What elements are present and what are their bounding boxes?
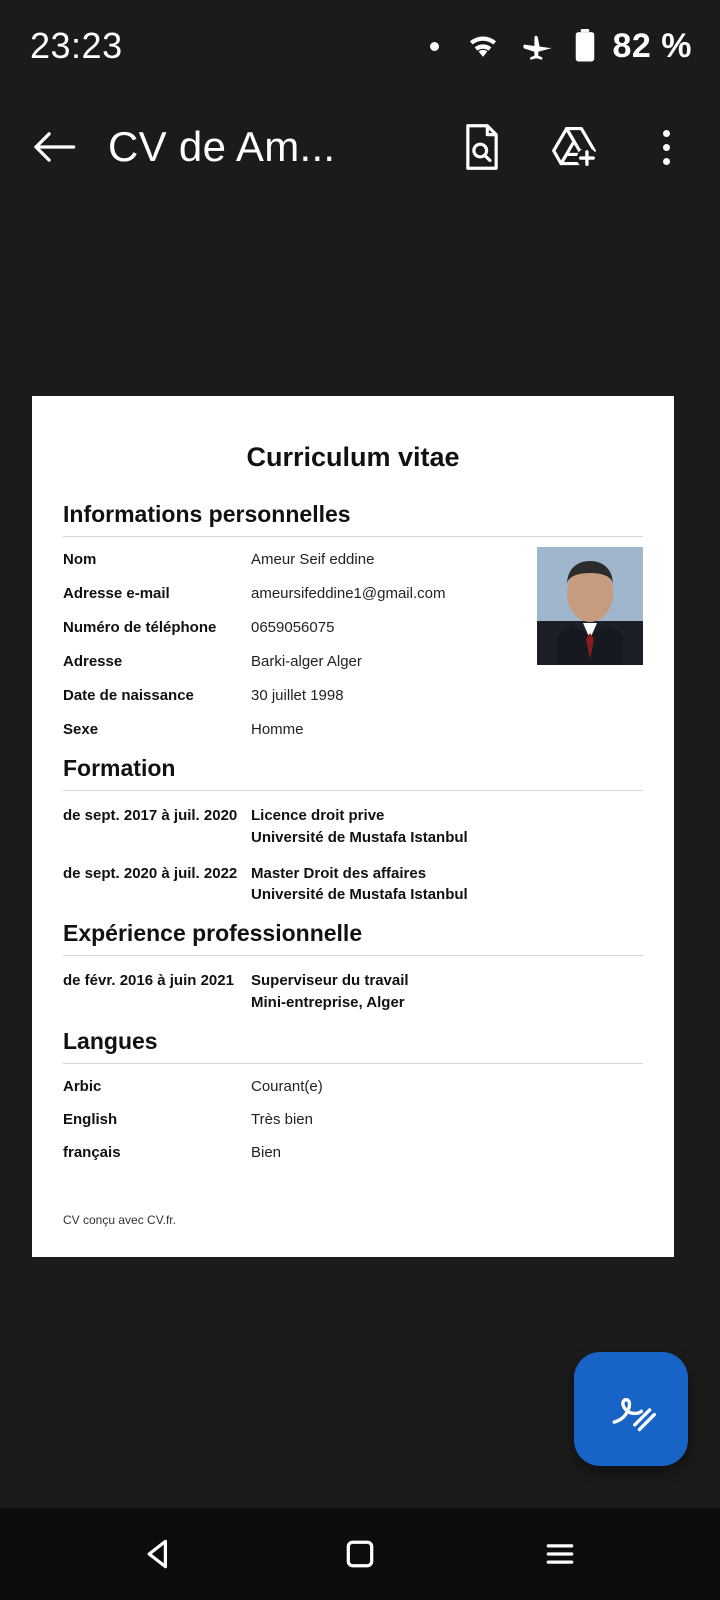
language-row xyxy=(63,1144,643,1161)
entry-line-1: Superviseur du travail xyxy=(251,972,409,989)
entry-date: de févr. 2016 à juin 2021 xyxy=(63,972,234,989)
info-row xyxy=(63,687,643,705)
entry-line-1: Licence droit prive xyxy=(251,807,385,824)
status-clock: 23:23 xyxy=(30,25,123,66)
signature-edit-icon xyxy=(603,1381,659,1437)
personal-info-block xyxy=(63,551,643,739)
experience-entry xyxy=(63,970,643,1014)
section-heading-personal: Informations personnelles xyxy=(63,501,351,527)
info-value: 0659056075 xyxy=(251,619,335,636)
document-page xyxy=(32,396,674,1257)
language-level: Bien xyxy=(251,1143,282,1161)
section-divider xyxy=(63,536,643,537)
info-label: Nom xyxy=(63,551,97,568)
info-label: Sexe xyxy=(63,721,99,738)
info-value: Barki-alger Alger xyxy=(251,653,362,670)
app-title: CV de Am... xyxy=(108,123,336,170)
document-scan-icon[interactable] xyxy=(458,123,506,171)
info-label: Adresse xyxy=(63,653,123,670)
language-name: English xyxy=(63,1110,118,1128)
airplane-mode-icon xyxy=(519,31,557,61)
entry-date: de sept. 2020 à juil. 2022 xyxy=(63,864,238,882)
nav-home-square-icon[interactable] xyxy=(325,1519,395,1589)
system-navigation-bar xyxy=(0,1508,720,1600)
entry-line-2: Université de Mustafa Istanbul xyxy=(251,886,468,904)
formation-entry xyxy=(63,805,643,849)
wifi-icon xyxy=(463,31,503,61)
language-level: Courant(e) xyxy=(251,1077,323,1095)
document-footer-note: CV conçu avec CV.fr. xyxy=(63,1212,176,1227)
info-value: 30 juillet 1998 xyxy=(251,687,344,704)
nav-recents-lines-icon[interactable] xyxy=(525,1519,595,1589)
dot-icon xyxy=(430,42,439,51)
drive-add-icon[interactable] xyxy=(550,123,598,171)
entry-body xyxy=(251,970,409,1014)
entry-body xyxy=(251,863,468,907)
language-row xyxy=(63,1078,643,1095)
overflow-menu-icon[interactable] xyxy=(642,123,690,171)
info-label: Date de naissance xyxy=(63,687,194,704)
language-row xyxy=(63,1111,643,1128)
section-heading-langues: Langues xyxy=(63,1027,158,1054)
nav-back-triangle-icon[interactable] xyxy=(125,1519,195,1589)
entry-line-2: Université de Mustafa Istanbul xyxy=(251,828,468,846)
document-viewer[interactable] xyxy=(0,202,720,1508)
app-bar xyxy=(0,92,720,202)
info-value: ameursifeddine1@gmail.com xyxy=(251,585,446,602)
document-title: Curriculum vitae xyxy=(246,442,460,472)
language-name: français xyxy=(63,1143,121,1161)
info-row xyxy=(63,721,643,739)
app-bar-actions xyxy=(458,123,690,171)
section-heading-formation: Formation xyxy=(63,755,176,781)
entry-body xyxy=(251,805,468,849)
info-value: Homme xyxy=(251,721,304,738)
battery-percentage: 82 % xyxy=(612,26,692,65)
info-label: Numéro de téléphone xyxy=(63,619,217,636)
section-heading-experience: Expérience professionnelle xyxy=(63,920,363,946)
language-name: Arbic xyxy=(63,1077,102,1095)
back-arrow-icon[interactable] xyxy=(26,119,82,175)
signature-edit-fab[interactable] xyxy=(574,1352,688,1466)
entry-line-2: Mini-entreprise, Alger xyxy=(251,993,405,1011)
language-level: Très bien xyxy=(251,1110,313,1128)
section-divider xyxy=(63,790,643,791)
battery-icon xyxy=(573,29,597,63)
profile-photo xyxy=(537,547,643,665)
status-bar xyxy=(0,0,720,92)
section-divider xyxy=(63,1063,643,1064)
section-divider xyxy=(63,955,643,956)
formation-entry xyxy=(63,863,643,907)
entry-line-1: Master Droit des affaires xyxy=(251,864,427,882)
info-label: Adresse e-mail xyxy=(63,585,170,602)
status-icons xyxy=(430,27,693,66)
entry-date: de sept. 2017 à juil. 2020 xyxy=(63,807,238,824)
info-value: Ameur Seif eddine xyxy=(251,551,375,568)
